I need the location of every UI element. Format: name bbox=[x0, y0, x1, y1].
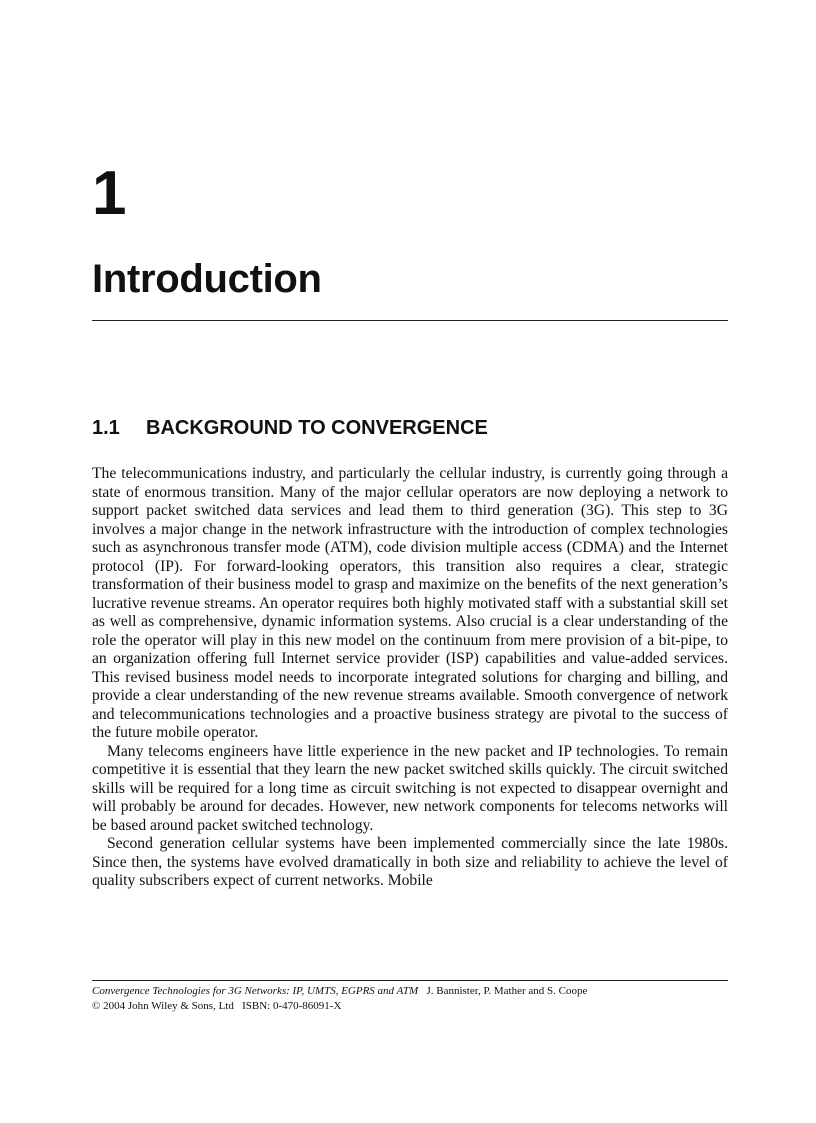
section-number: 1.1 bbox=[92, 417, 120, 439]
footer-citation bbox=[92, 984, 728, 999]
paragraph: The telecommunications industry, and particularly the cellular industry, is currently going through a state of enormous transition. Many of the major cellular operators are now deploying a network to support packet switched data services and lead them to third generation (3G). This step to 3G involves a major change in the network infrastructure with the introduction of complex technologies such as asynchronous transfer mode (ATM), code division multiple access (CDMA) and the Internet protocol (IP). For forward-looking operators, this transition also requires a clear, strategic transformation of their business model to grasp and maximize on the benefits of the next generation’s lucrative revenue streams. An operator requires both highly motivated staff with a substantial skill set as well as comprehensive, dynamic information systems. Also crucial is a clear understanding of the role the operator will play in this new model on the continuum from mere provision of a bit-pipe, to an organization offering full Internet service provider (ISP) capabilities and value-added services. This revised business model needs to incorporate integrated solutions for charging and billing, and provide a clear understanding of the new revenue streams available. Smooth convergence of network and telecommunications technologies and a proactive business strategy are pivotal to the success of the future mobile operator. bbox=[92, 465, 728, 741]
body-text bbox=[92, 465, 728, 891]
title-divider bbox=[92, 320, 728, 321]
page-footer bbox=[92, 984, 728, 1014]
paragraph: Second generation cellular systems have been implemented commercially since the late 1980s. Since then, the systems have evolved dramatically in both size and reliability to achieve the level of quality subscribers expect of current networks. Mobile bbox=[92, 835, 728, 889]
footer-divider bbox=[92, 980, 728, 981]
copyright-text: © 2004 John Wiley & Sons, Ltd bbox=[92, 1000, 234, 1012]
footer-copyright bbox=[92, 999, 728, 1014]
paragraph: Many telecoms engineers have little experience in the new packet and IP technologies. To remain competitive it is essential that they learn the new packet switched skills quickly. The circuit switched skills will be required for a long time as circuit switching is not expected to disappear overnight and will probably be around for decades. However, new network components for telecoms networks will be based around packet switched technology. bbox=[92, 742, 728, 834]
book-title: Convergence Technologies for 3G Networks: IP, UMTS, EGPRS and ATM bbox=[92, 985, 419, 997]
chapter-title: Introduction bbox=[92, 257, 322, 301]
section-title: BACKGROUND TO CONVERGENCE bbox=[146, 417, 488, 439]
section-heading bbox=[92, 414, 488, 442]
chapter-number: 1 bbox=[92, 159, 127, 228]
book-authors: J. Bannister, P. Mather and S. Coope bbox=[426, 985, 588, 997]
isbn-text: ISBN: 0-470-86091-X bbox=[242, 1000, 342, 1012]
